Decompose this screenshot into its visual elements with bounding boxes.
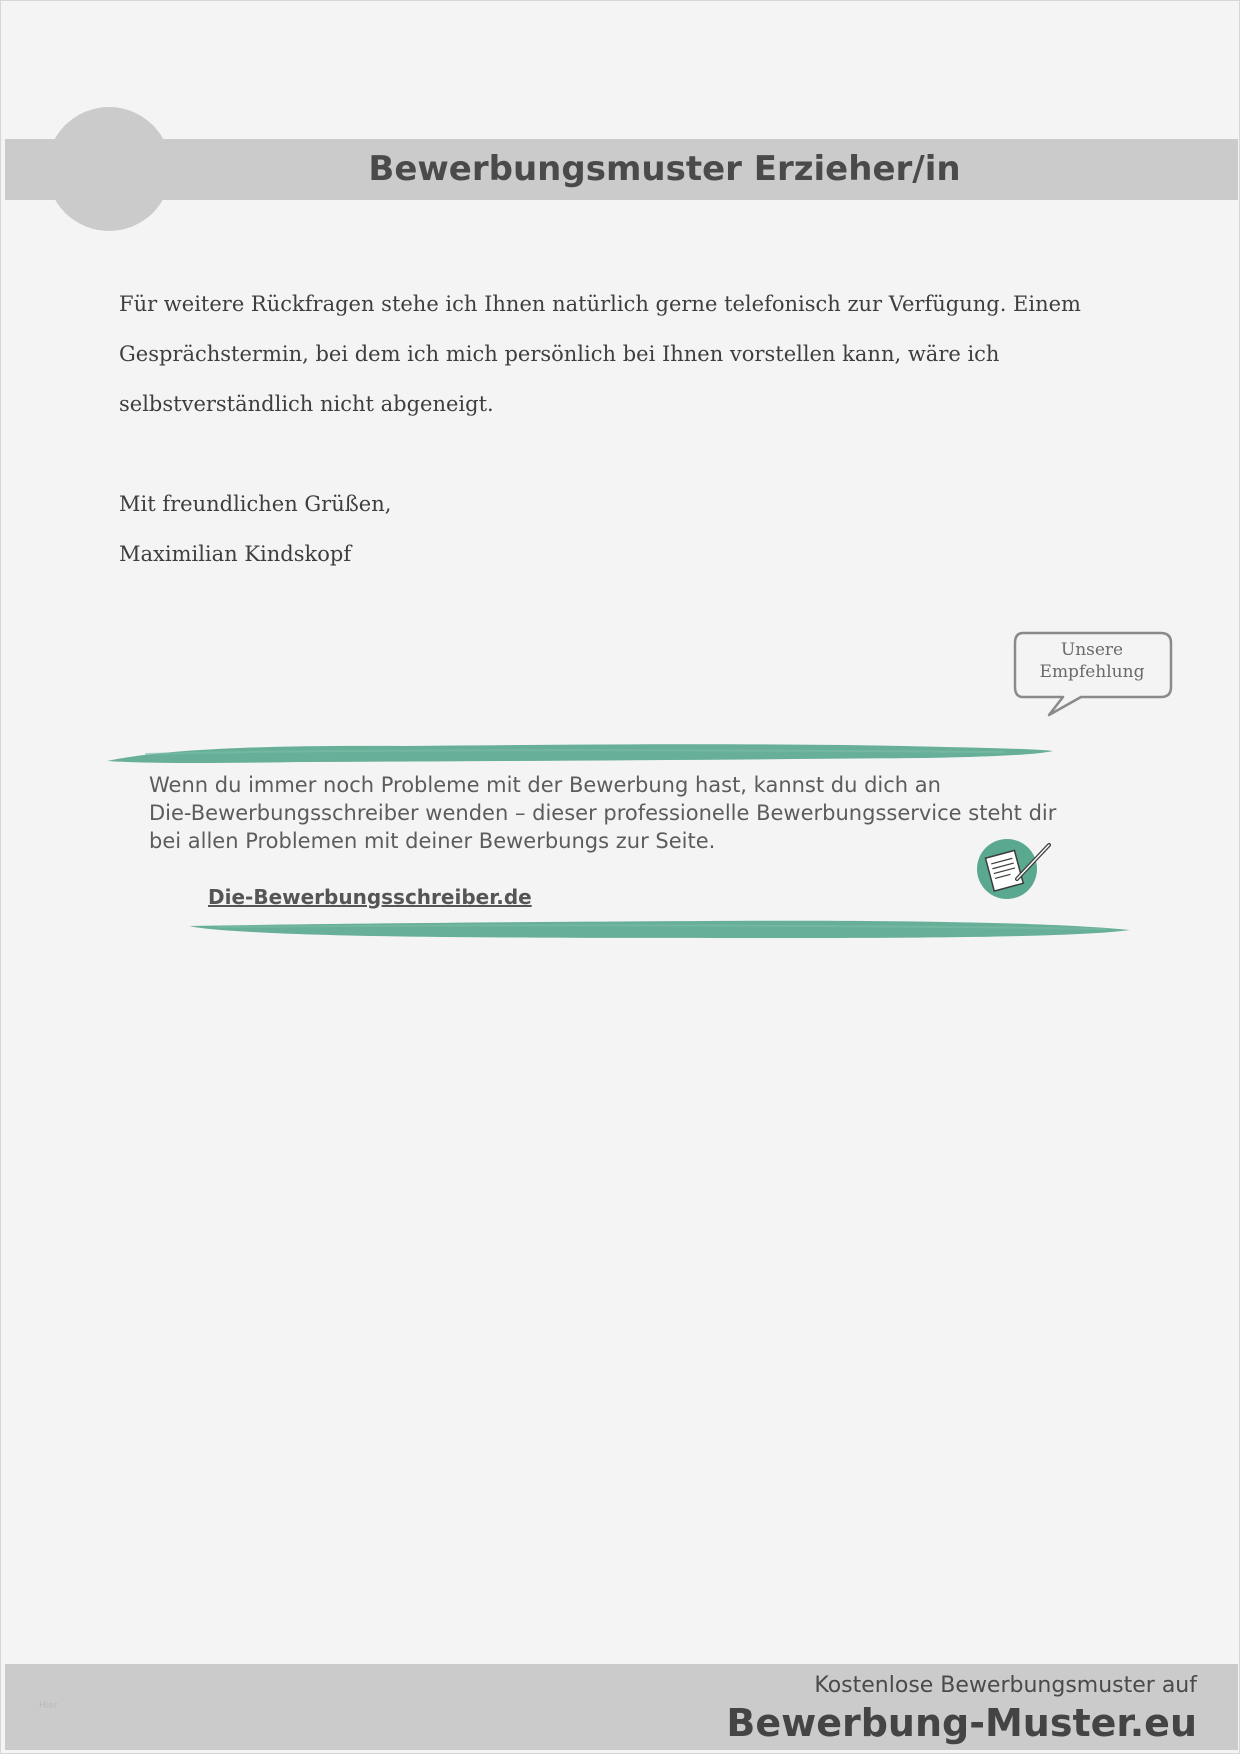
letter-paragraph-line: Gesprächstermin, bei dem ich mich persönlich bei Ihnen vorstellen kann, wäre ich xyxy=(119,342,1000,366)
document-pen-icon xyxy=(971,833,1056,903)
footer-promo-text: Kostenlose Bewerbungsmuster auf xyxy=(814,1673,1197,1698)
recommendation-text-line: bei allen Problemen mit deiner Bewerbungs zur Seite. xyxy=(149,829,716,853)
bubble-line: Empfehlung xyxy=(1039,662,1145,682)
letter-closing: Mit freundlichen Grüßen, xyxy=(119,492,392,516)
recommendation-text-line: Die-Bewerbungsschreiber wenden – dieser professionelle Bewerbungsservice steht dir xyxy=(149,801,1057,825)
recommendation-text-line: Wenn du immer noch Probleme mit der Bewerbung hast, kannst du dich an xyxy=(149,773,941,797)
footer-site-name[interactable]: Bewerbung-Muster.eu xyxy=(726,1701,1197,1745)
recommendation-text xyxy=(149,771,1109,855)
page-title: Bewerbungsmuster Erzieher/in xyxy=(368,149,961,189)
footer-small-mark: Hier xyxy=(39,1701,58,1711)
brush-stroke-top xyxy=(105,739,1055,767)
header-circle-decoration xyxy=(47,107,171,231)
brush-stroke-bottom xyxy=(187,916,1132,942)
letter-paragraph-line: selbstverständlich nicht abgeneigt. xyxy=(119,392,494,416)
letter-paragraph-line: Für weitere Rückfragen stehe ich Ihnen natürlich gerne telefonisch zur Verfügung. Einem xyxy=(119,292,1081,316)
recommendation-bubble-text xyxy=(1017,639,1167,683)
recommendation-link[interactable]: Die-Bewerbungsschreiber.de xyxy=(208,885,532,909)
letter-signature: Maximilian Kindskopf xyxy=(119,542,352,566)
bubble-line: Unsere xyxy=(1060,640,1124,660)
letter-body xyxy=(119,279,1119,579)
